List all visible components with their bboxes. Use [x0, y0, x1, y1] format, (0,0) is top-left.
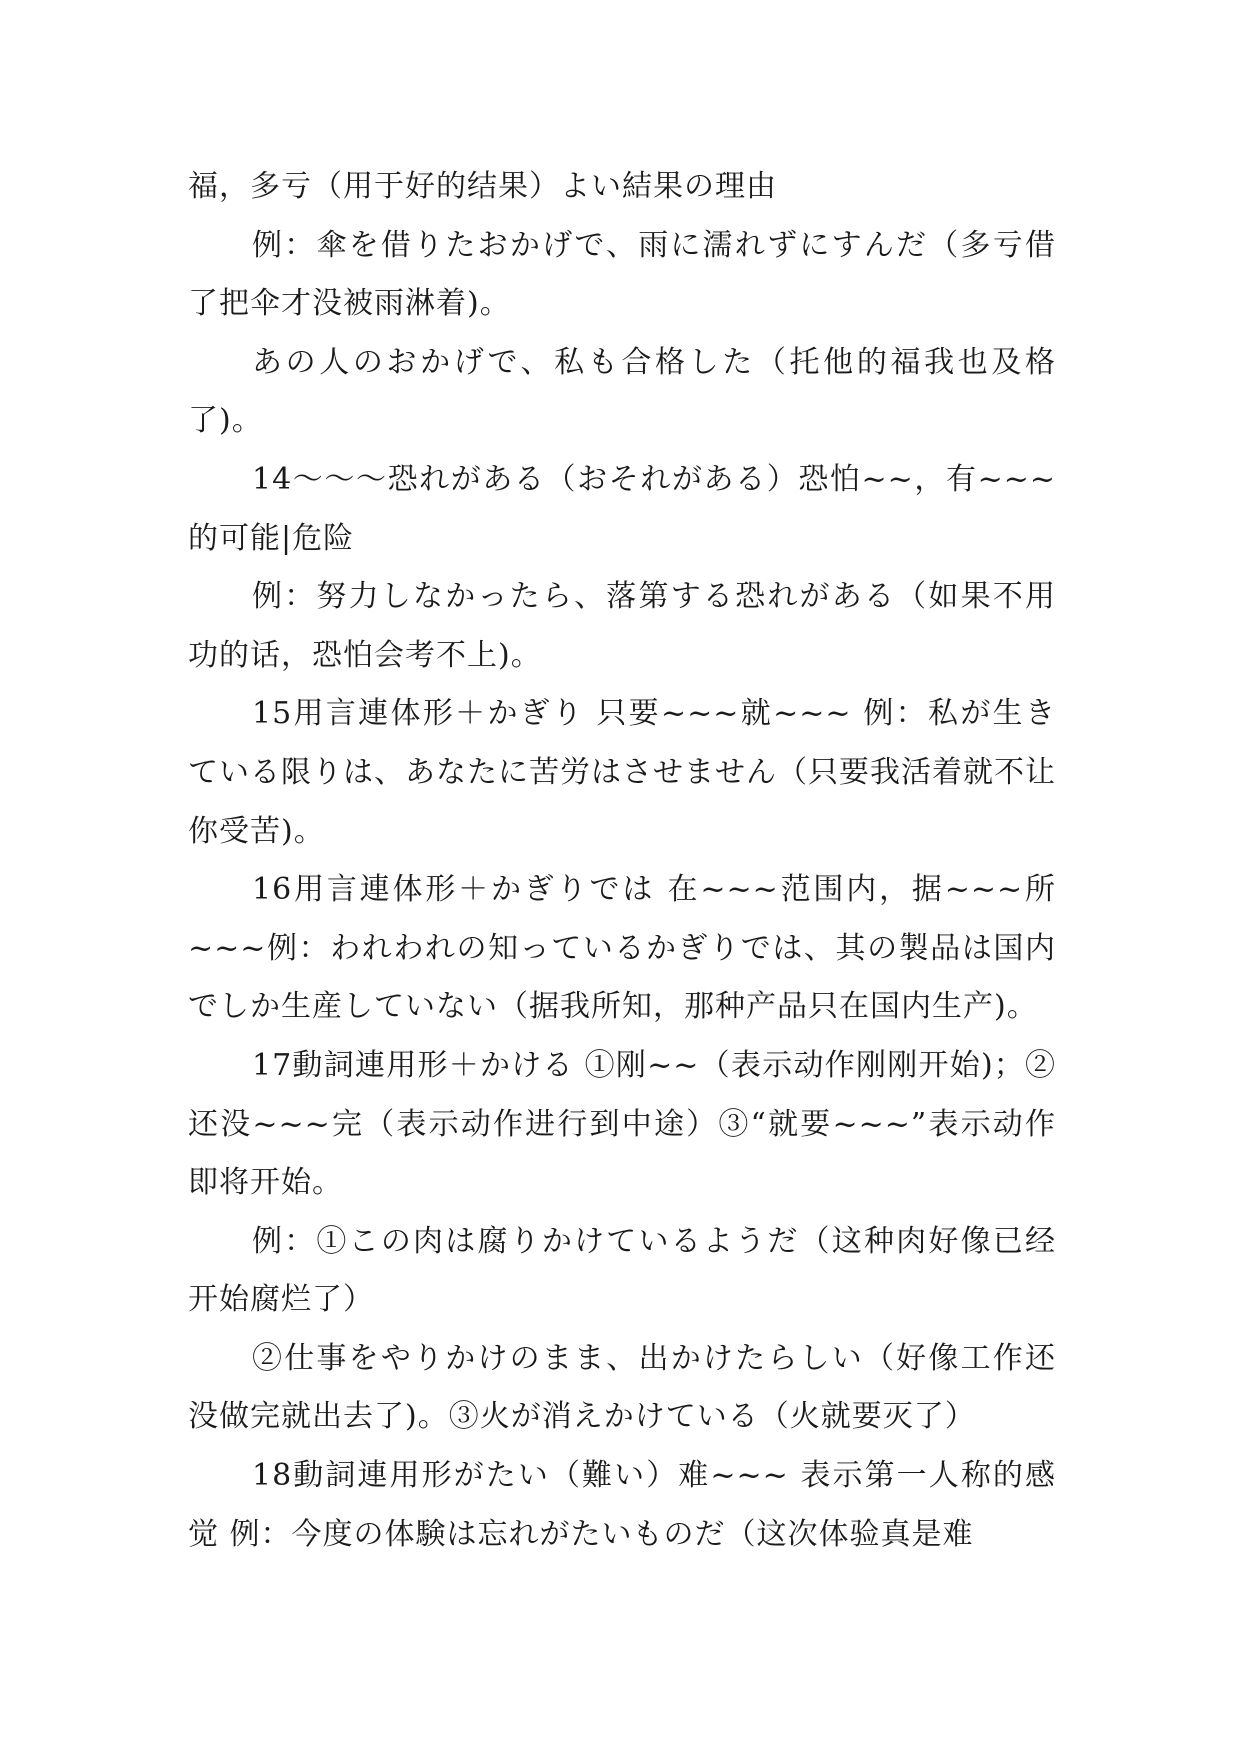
paragraph-3: あの人のおかげで、私も合格した（托他的福我也及格了)。 [188, 344, 1056, 439]
paragraph-9: 例：①この肉は腐りかけているようだ（这种肉好像已经开始腐烂了） [188, 1223, 1056, 1318]
paragraph-1: 福，多亏（用于好的结果）よい結果の理由 [188, 169, 777, 204]
paragraph-8: 17動詞連用形＋かける ①刚~~（表示动作刚刚开始)；②还没~~~完（表示动作进行到中途）③“就要~~~”表示动作即将开始。 [188, 1047, 1056, 1201]
paragraph-4: 14～～～恐れがある（おそれがある）恐怕~~，有~~~的可能|危险 [188, 461, 1056, 556]
paragraph-6: 15用言連体形＋かぎり 只要~~~就~~~ 例：私が生きている限りは、あなたに苦労はさせません（只要我活着就不让你受苦)。 [188, 696, 1056, 849]
paragraph-7: 16用言連体形＋かぎりでは 在~~~范围内，据~~~所~~~例：われわれの知っているかぎりでは、其の製品は国内でしか生産していない（据我所知，那种产品只在国内生产)。 [188, 872, 1056, 1025]
paragraph-2: 例：傘を借りたおかげで、雨に濡れずにすんだ（多亏借了把伞才没被雨淋着)。 [188, 227, 1056, 322]
document-body [188, 158, 1056, 1564]
paragraph-10: ②仕事をやりかけのまま、出かけたらしい（好像工作还没做完就出去了)。③火が消えかけている（火就要灭了） [188, 1340, 1056, 1435]
paragraph-5: 例：努力しなかったら、落第する恐れがある（如果不用功的话，恐怕会考不上)。 [188, 579, 1056, 673]
paragraph-11: 18動詞連用形がたい（難い）难~~~ 表示第一人称的感觉 例：今度の体験は忘れがたいものだ（这次体验真是难 [188, 1458, 1056, 1552]
